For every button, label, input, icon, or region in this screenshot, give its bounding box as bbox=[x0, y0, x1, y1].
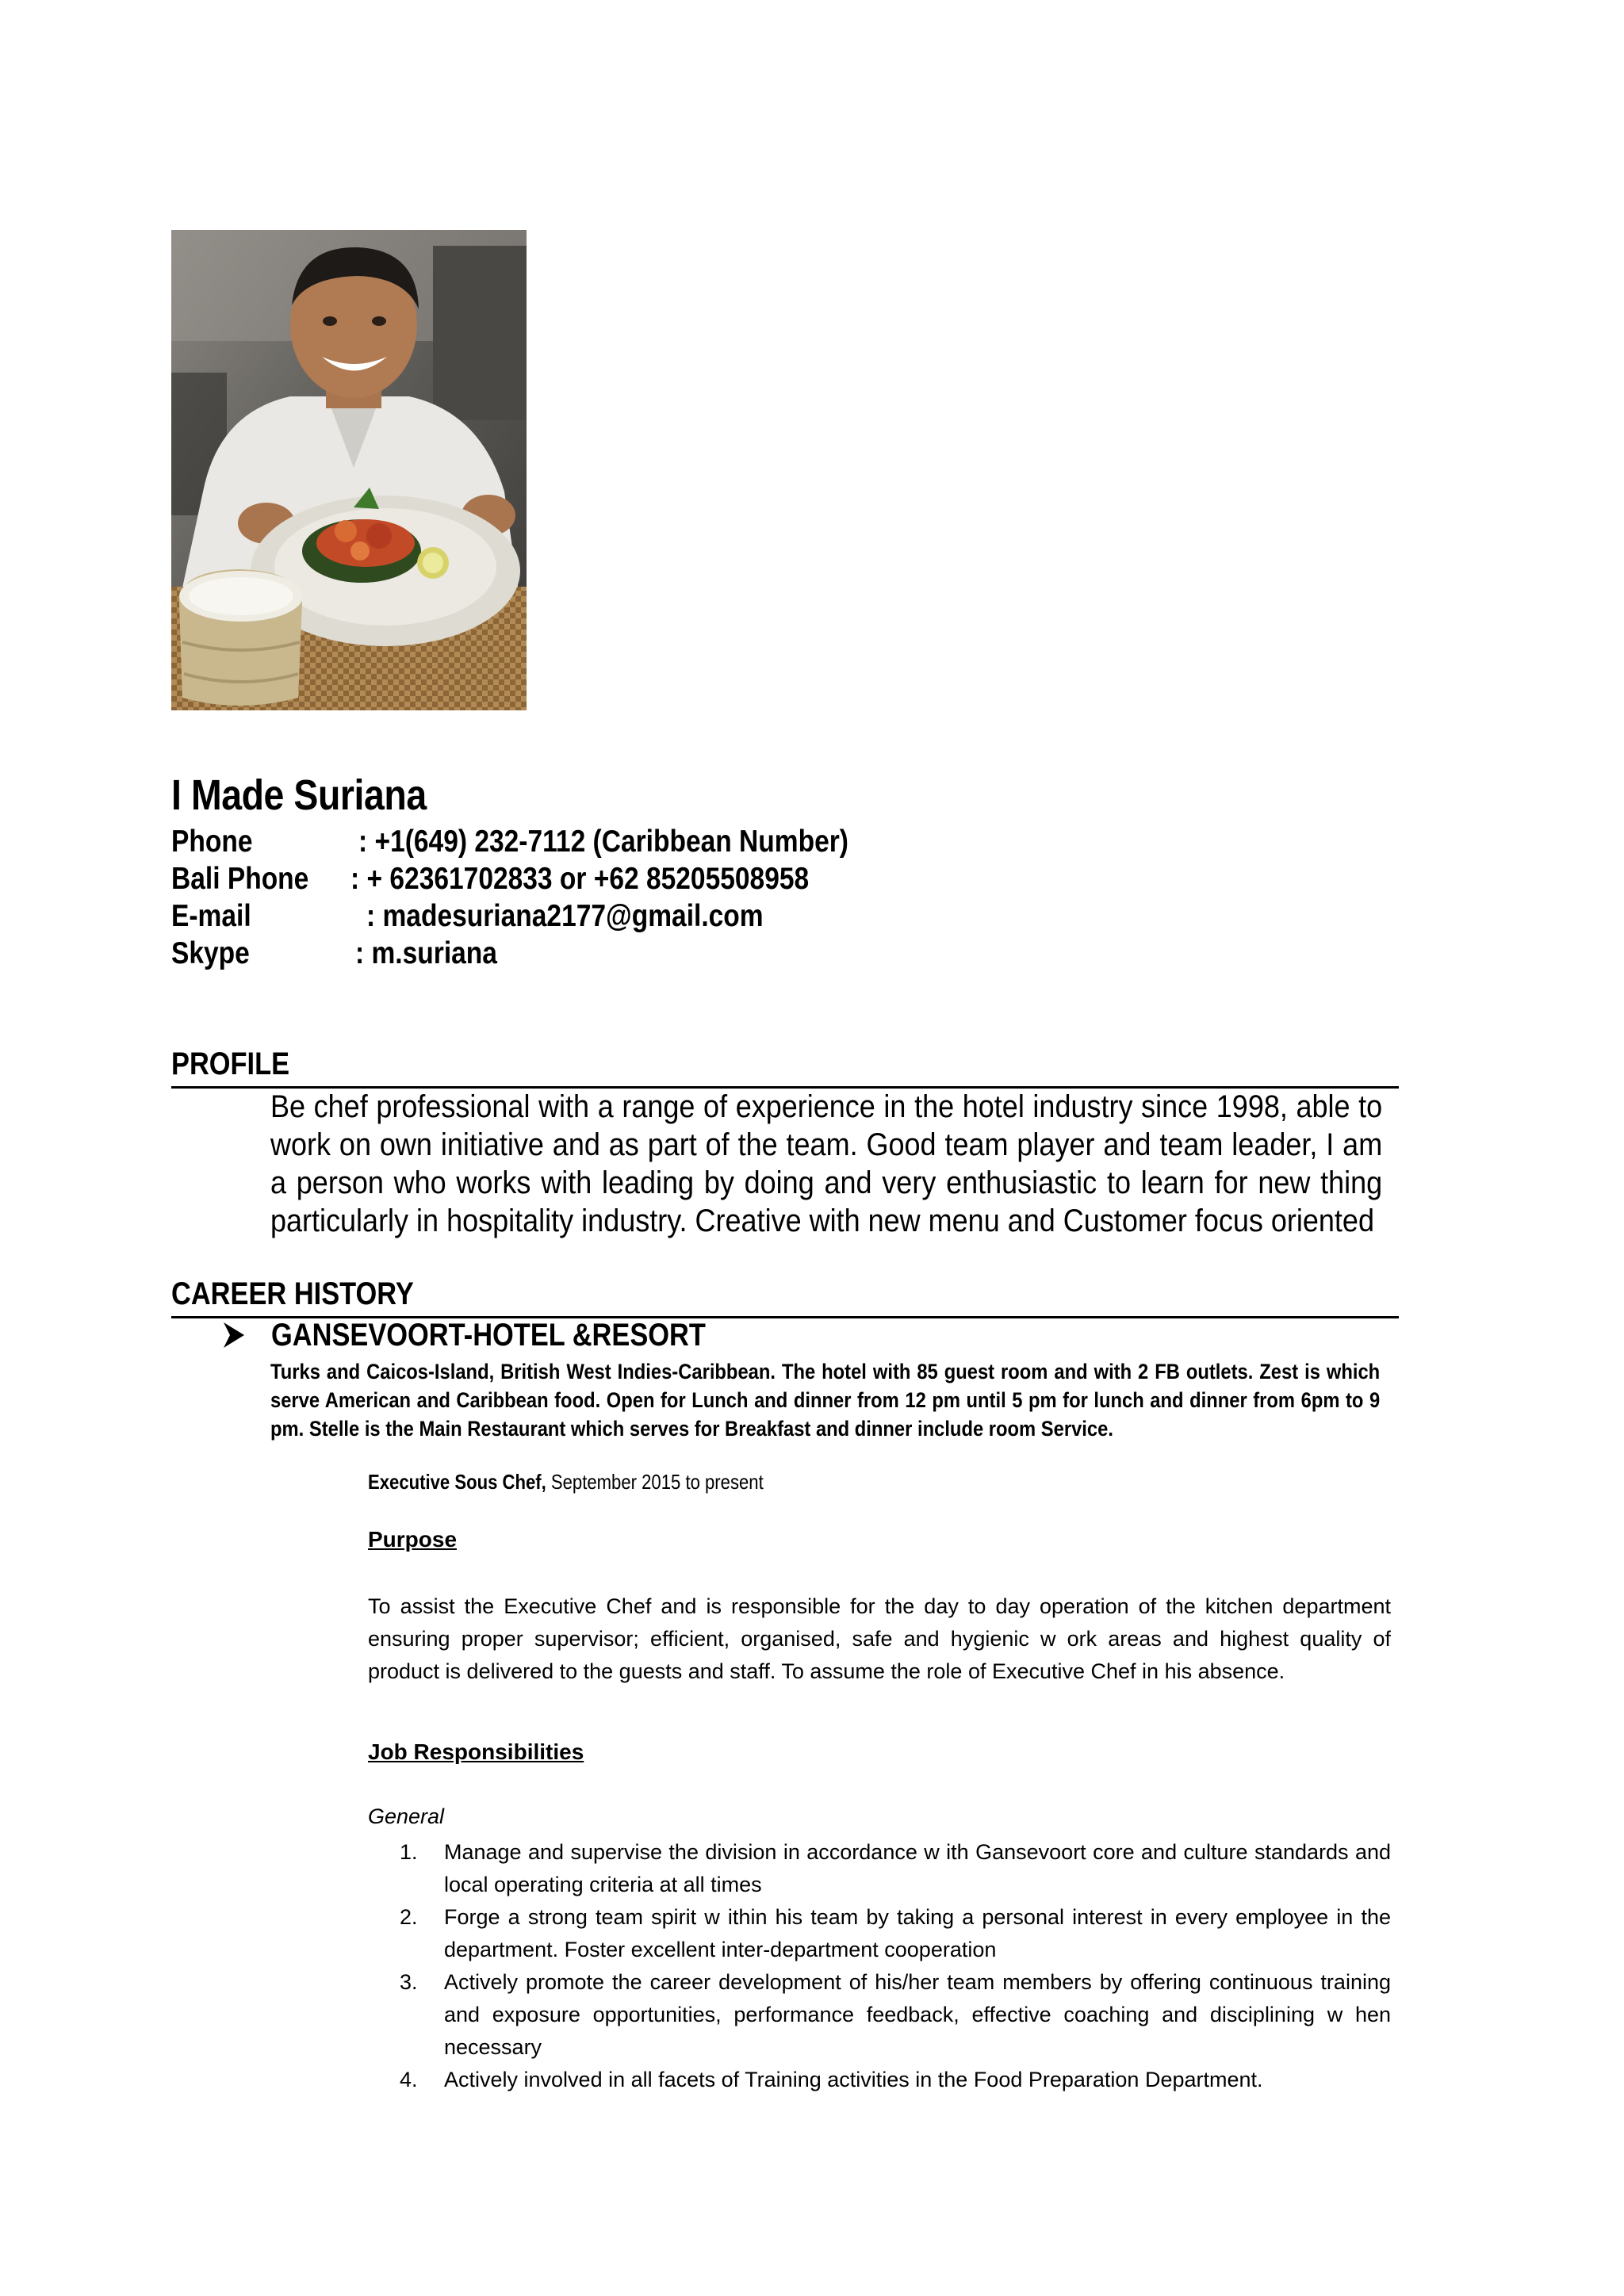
contact-label: Skype bbox=[171, 936, 250, 970]
profile-photo bbox=[171, 230, 527, 710]
list-item bbox=[400, 2064, 1391, 2096]
purpose-heading: Purpose bbox=[368, 1527, 458, 1552]
employer-description: Turks and Caicos-Island, British West Indies-Caribbean. The hotel with 85 guest room and with 2 FB outlets. Zest is which serve American and Caribbean food. Open for Lunch and dinner from 12 pm until 5 pm for lunch and dinner from 6pm to 9 pm. Stelle is the Main Restaurant which serves for Breakfast and dinner include room Service. bbox=[270, 1360, 1381, 1441]
list-item-number: 1. bbox=[400, 1840, 418, 1864]
contact-value-skype: : m.suriana bbox=[355, 936, 497, 970]
list-item-number: 3. bbox=[400, 1970, 418, 1994]
candidate-name: I Made Suriana bbox=[171, 771, 427, 819]
contact-label: E-mail bbox=[171, 899, 251, 933]
chef-portrait-image bbox=[171, 230, 527, 710]
contact-label: Phone bbox=[171, 825, 253, 859]
contact-value-phone: : +1(649) 232-7112 (Caribbean Number) bbox=[358, 825, 848, 859]
responsibilities-list bbox=[400, 1836, 1391, 2096]
profile-text: Be chef professional with a range of experience in the hotel industry since 1998, able to work on own initiative and as part of the team. Good team player and team leader, I am a person who works with leading by doing and very enthusiastic to learn for new thing particularly in hospitality industry. Creative with new menu and Customer focus oriented bbox=[270, 1089, 1383, 1238]
list-item bbox=[400, 1901, 1391, 1966]
list-item-text: Actively promote the career development of his/her team members by offering continuous training and exposure opportunities, performance feedback, effective coaching and disciplining w hen necessary bbox=[444, 1970, 1391, 2059]
purpose-text: To assist the Executive Chef and is responsible for the day to day operation of the kitchen department ensuring proper supervisor; efficient, organised, safe and hygienic w ork areas and highest quality of product is delivered to the guests and staff. To assume the role of Executive Chef in his absence. bbox=[368, 1594, 1391, 1683]
employer-name: GANSEVOORT-HOTEL &RESORT bbox=[271, 1318, 706, 1353]
arrow-bullet-icon bbox=[222, 1321, 246, 1349]
contact-value-bali-phone: : + 62361702833 or +62 85205508958 bbox=[350, 862, 810, 896]
career-history-heading: CAREER HISTORY bbox=[171, 1276, 414, 1311]
contact-value-email: : madesuriana2177@gmail.com bbox=[366, 899, 764, 933]
position-dates: September 2015 to present bbox=[546, 1470, 764, 1494]
position-line bbox=[368, 1470, 764, 1494]
list-item bbox=[400, 1836, 1391, 1901]
list-item-text: Forge a strong team spirit w ithin his team by taking a personal interest in every employee in the department. Foster excellent inter-department cooperation bbox=[444, 1905, 1391, 1961]
job-responsibilities-heading: Job Responsibilities bbox=[368, 1739, 584, 1764]
profile-heading: PROFILE bbox=[171, 1047, 290, 1081]
list-item-number: 2. bbox=[400, 1905, 418, 1929]
list-item-number: 4. bbox=[400, 2068, 418, 2091]
list-item-text: Manage and supervise the division in accordance w ith Gansevoort core and culture standards and local operating criteria at all times bbox=[444, 1840, 1391, 1896]
list-item-text: Actively involved in all facets of Training activities in the Food Preparation Department. bbox=[444, 2068, 1263, 2091]
general-label: General bbox=[368, 1804, 445, 1828]
position-title: Executive Sous Chef, bbox=[368, 1470, 546, 1494]
list-item bbox=[400, 1966, 1391, 2064]
contact-label: Bali Phone bbox=[171, 862, 309, 896]
